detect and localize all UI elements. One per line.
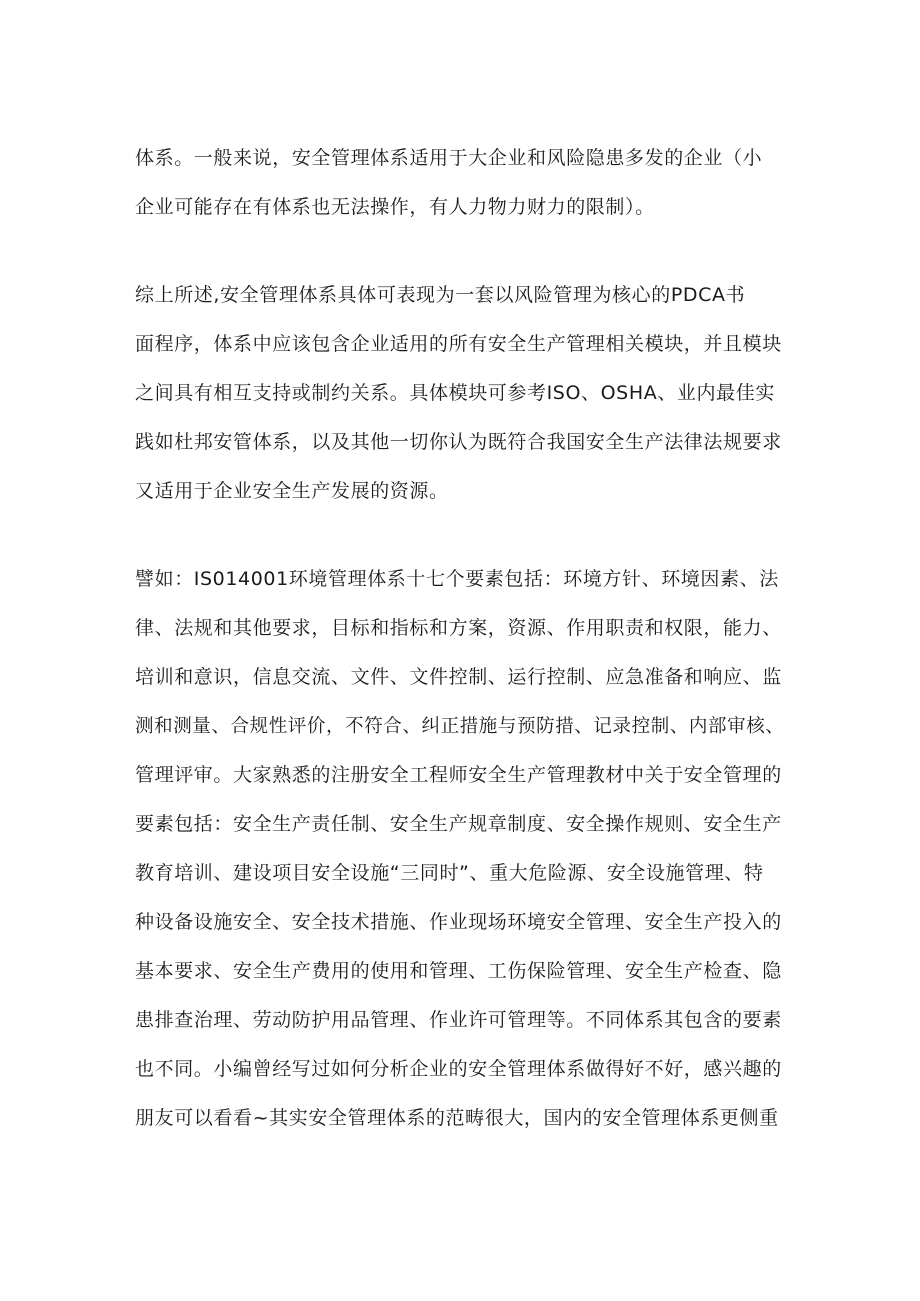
text-line: 管理评审。大家熟悉的注册安全工程师安全生产管理教材中关于安全管理的	[135, 764, 782, 786]
text-line: 患排查治理、劳动防护用品管理、作业许可管理等。不同体系其包含的要素	[135, 1009, 782, 1031]
text-line: 譬如：IS014001环境管理体系十七个要素包括：环境方针、环境因素、法	[135, 568, 779, 590]
text-line: 律、法规和其他要求，目标和指标和方案，资源、作用职责和权限，能力、	[135, 617, 782, 639]
text-line: 要素包括：安全生产责任制、安全生产规章制度、安全操作规则、安全生产	[135, 813, 782, 835]
text-line: 培训和意识，信息交流、文件、文件控制、运行控制、应急准备和响应、监	[135, 666, 782, 688]
text-line: 又适用于企业安全生产发展的资源。	[135, 480, 449, 502]
text-line: 种设备设施安全、安全技术措施、作业现场环境安全管理、安全生产投入的	[135, 911, 782, 933]
text-line: 基本要求、安全生产费用的使用和管理、工伤保险管理、安全生产检查、隐	[135, 960, 782, 982]
text-line: 践如杜邦安管体系，以及其他一切你认为既符合我国安全生产法律法规要求	[135, 431, 782, 453]
text-line: 朋友可以看看~其实安全管理体系的范畴很大，国内的安全管理体系更侧重	[135, 1107, 779, 1129]
text-line: 综上所述,安全管理体系具体可表现为一套以风险管理为核心的PDCA书	[135, 284, 746, 306]
text-line: 教育培训、建设项目安全设施“三同时”、重大危险源、安全设施管理、特	[135, 862, 764, 884]
paragraph-1	[135, 134, 800, 232]
text-line: 之间具有相互支持或制约关系。具体模块可参考ISO、OSHA、业内最佳实	[135, 382, 775, 404]
text-line: 面程序，体系中应该包含企业适用的所有安全生产管理相关模块，并且模块	[135, 333, 782, 355]
text-line: 企业可能存在有体系也无法操作，有人力物力财力的限制）。	[135, 196, 655, 218]
text-line: 也不同。小编曾经写过如何分析企业的安全管理体系做得好不好，感兴趣的	[135, 1058, 782, 1080]
paragraph-3	[135, 555, 800, 1143]
text-line: 测和测量、合规性评价，不符合、纠正措施与预防措、记录控制、内部审核、	[135, 716, 785, 737]
paragraph-2	[135, 271, 800, 516]
text-line: 体系。一般来说，安全管理体系适用于大企业和风险隐患多发的企业（小	[135, 147, 763, 169]
